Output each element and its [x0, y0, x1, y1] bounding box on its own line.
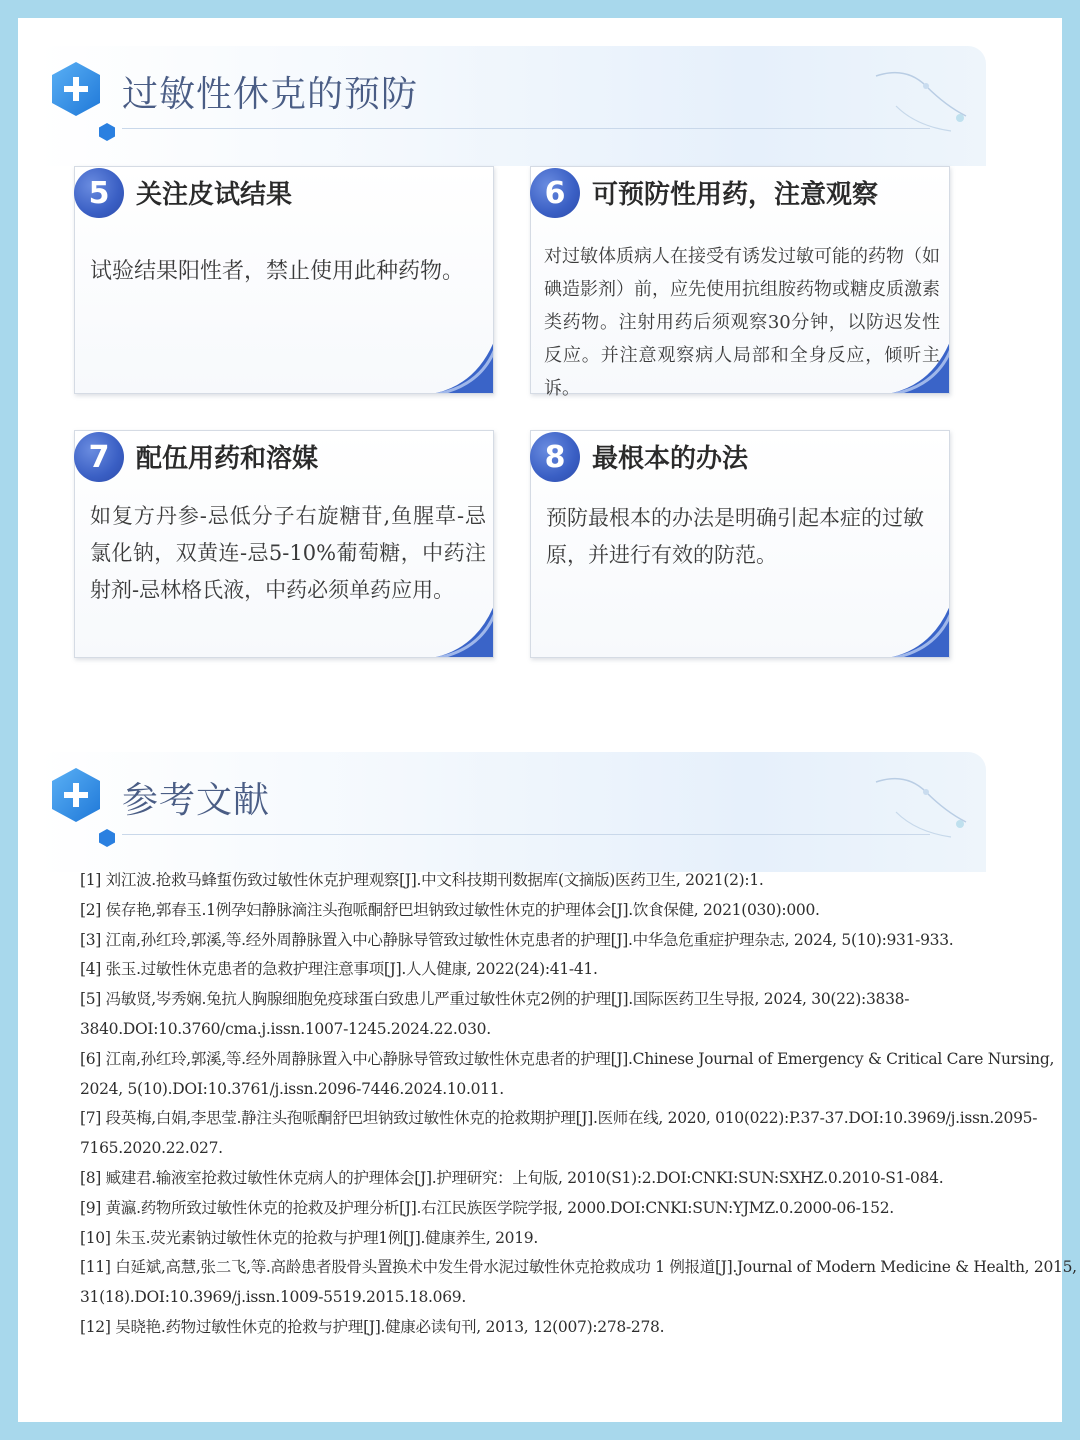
- reference-line: [10] 朱玉.荧光素钠过敏性休克的抢救与护理1例[J].健康养生, 2019.: [80, 1228, 538, 1247]
- reference-line: [5] 冯敏贤,岑秀娴.兔抗人胸腺细胞免疫球蛋白致患儿严重过敏性休克2例的护理[J].国际医药卫生导报, 2024, 30(22):3838-: [80, 990, 910, 1009]
- prevention-section-header: [36, 46, 986, 166]
- reference-line: 7165.2020.22.027.: [80, 1139, 223, 1158]
- reference-line: [8] 臧建君.输液室抢救过敏性休克病人的护理体会[J].护理研究：上旬版, 2010(S1):2.DOI:CNKI:SUN:SXHZ.0.2010-S1-084.: [80, 1168, 944, 1187]
- card-title: 关注皮试结果: [136, 180, 293, 210]
- page-sheet: [18, 18, 1077, 1422]
- reference-line: [11] 白延斌,高慧,张二飞,等.高龄患者股骨头置换术中发生骨水泥过敏性休克抢救成功 1 例报道[J].Journal of Modern Medicine & Health, 2015,: [80, 1258, 1077, 1277]
- section-divider: [122, 128, 930, 129]
- card-body: 对过敏体质病人在接受有诱发过敏可能的药物（如碘造影剂）前，应先使用抗组胺药物或糖皮质激素类药物。注射用药后须观察30分钟，以防迟发性反应。并注意观察病人局部和全身反应，倾听主诉。: [544, 246, 940, 399]
- card-title: 可预防性用药，注意观察: [592, 180, 879, 210]
- small-hexagon-icon: [98, 828, 116, 848]
- card-title: 最根本的办法: [592, 444, 749, 474]
- section-title-references: 参考文献: [122, 780, 271, 821]
- section-divider: [122, 834, 930, 835]
- decorative-flourish: [856, 762, 976, 862]
- number-badge: 6: [530, 168, 580, 218]
- card-header: [74, 432, 494, 482]
- section-title-prevention: 过敏性休克的预防: [122, 74, 419, 115]
- card-header: [74, 168, 494, 218]
- reference-line: [6] 江南,孙红玲,郭溪,等.经外周静脉置入中心静脉导管致过敏性休克患者的护理[J].Chinese Journal of Emergency & Critical Care Nursing,: [80, 1049, 1055, 1068]
- card-corner-accent: [425, 603, 494, 658]
- small-hexagon-icon: [98, 122, 116, 142]
- references-section-header: [36, 752, 986, 872]
- plus-hexagon-icon: [50, 766, 102, 824]
- reference-line: 31(18).DOI:10.3969/j.issn.1009-5519.2015.18.069.: [80, 1288, 466, 1307]
- card-header: [530, 168, 950, 218]
- plus-hexagon-icon: [50, 60, 102, 118]
- card-corner-accent: [425, 339, 494, 394]
- card-body: 如复方丹参-忌低分子右旋糖苷,鱼腥草-忌氯化钠，双黄连-忌5-10%葡萄糖，中药注射剂-忌林格氏液，中药必须单药应用。: [90, 504, 486, 602]
- card-body: 试验结果阳性者，禁止使用此种药物。: [90, 259, 465, 284]
- card-header: [530, 432, 950, 482]
- number-badge: 7: [74, 432, 124, 482]
- reference-line: 3840.DOI:10.3760/cma.j.issn.1007-1245.2024.22.030.: [80, 1019, 491, 1038]
- card-corner-accent: [881, 603, 950, 658]
- reference-line: [2] 侯存艳,郭春玉.1例孕妇静脉滴注头孢哌酮舒巴坦钠致过敏性休克的护理体会[J].饮食保健, 2021(030):000.: [80, 900, 820, 919]
- reference-line: [3] 江南,孙红玲,郭溪,等.经外周静脉置入中心静脉导管致过敏性休克患者的护理[J].中华急危重症护理杂志, 2024, 5(10):931-933.: [80, 930, 954, 949]
- reference-line: [9] 黄瀛.药物所致过敏性休克的抢救及护理分析[J].右江民族医学院学报, 2000.DOI:CNKI:SUN:YJMZ.0.2000-06-152.: [80, 1198, 894, 1217]
- reference-line: [4] 张玉.过敏性休克患者的急救护理注意事项[J].人人健康, 2022(24):41-41.: [80, 960, 598, 979]
- number-badge: 8: [530, 432, 580, 482]
- card-title: 配伍用药和溶媒: [136, 444, 319, 474]
- number-badge: 5: [74, 168, 124, 218]
- reference-line: [1] 刘江波.抢救马蜂蜇伤致过敏性休克护理观察[J].中文科技期刊数据库(文摘版)医药卫生, 2021(2):1.: [80, 871, 764, 889]
- reference-line: [7] 段英梅,白娟,李思莹.静注头孢哌酮舒巴坦钠致过敏性休克的抢救期护理[J].医师在线, 2020, 010(022):P.37-37.DOI:10.3969/j.issn.2095-: [80, 1109, 1038, 1128]
- decorative-flourish: [856, 56, 976, 156]
- reference-line: 2024, 5(10).DOI:10.3761/j.issn.2096-7446.2024.10.011.: [80, 1079, 504, 1098]
- card-body: 预防最根本的办法是明确引起本症的过敏原，并进行有效的防范。: [546, 506, 924, 567]
- reference-line: [12] 吴晓艳.药物过敏性休克的抢救与护理[J].健康必读旬刊, 2013, 12(007):278-278.: [80, 1317, 665, 1336]
- references-list: [80, 866, 1077, 1343]
